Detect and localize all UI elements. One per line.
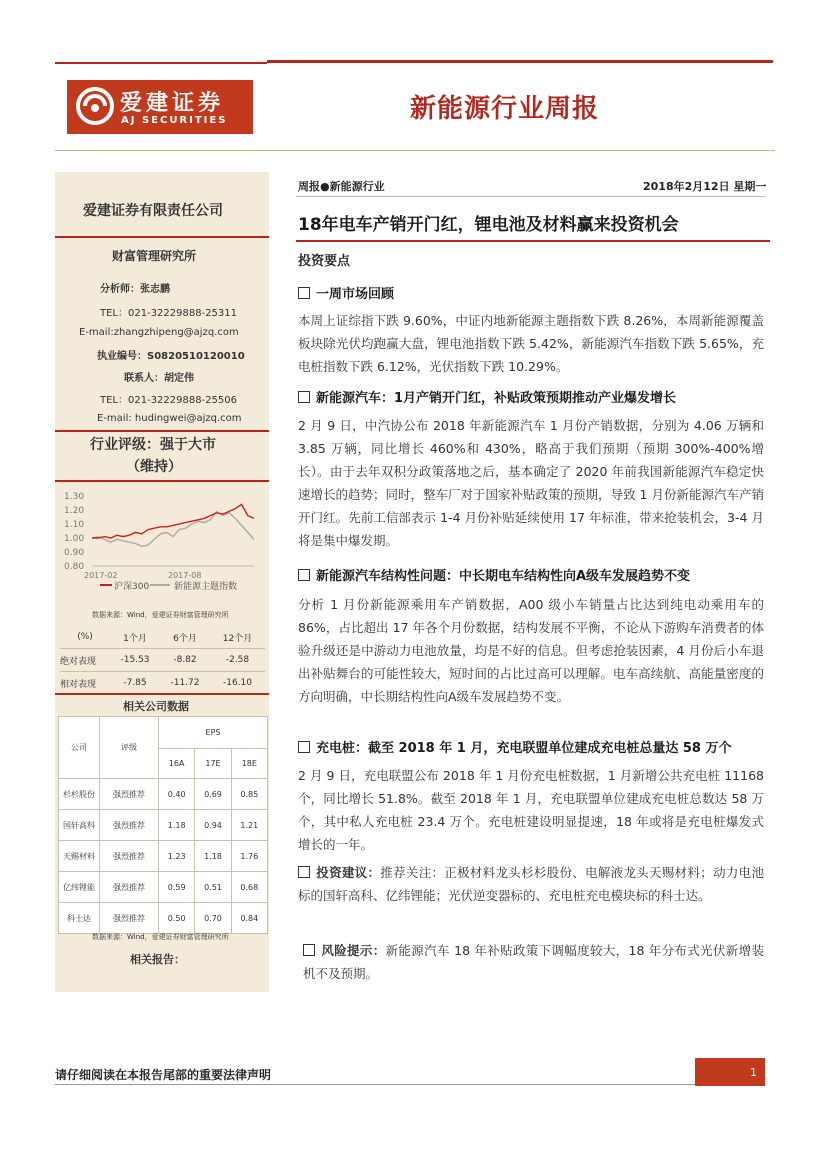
table-header: EPS bbox=[159, 717, 268, 749]
legend-new-energy: 新能源主题指数 bbox=[174, 582, 238, 592]
table-cell: 亿纬锂能 bbox=[59, 872, 100, 903]
series-line bbox=[92, 504, 254, 538]
contact-name: 联系人：胡定伟 bbox=[124, 373, 194, 384]
x-tick-label: 2017-02 bbox=[84, 571, 118, 580]
table-cell: -11.72 bbox=[170, 678, 200, 688]
sidebar-rule bbox=[55, 693, 269, 695]
table-cell: 1.76 bbox=[231, 841, 267, 872]
table-row bbox=[59, 841, 268, 872]
table-cell: 0.50 bbox=[159, 903, 195, 934]
heading-text: 新能源汽车：1月产销开门红，补贴政策预期推动产业爆发增长 bbox=[316, 391, 677, 406]
title-divider bbox=[296, 196, 766, 197]
table-header: (%) bbox=[77, 632, 93, 642]
recommend-label: 投资建议： bbox=[316, 865, 381, 880]
legal-notice: 请仔细阅读在本报告尾部的重要法律声明 bbox=[55, 1068, 272, 1082]
report-title: 18年电车产销开门红，锂电池及材料赢来投资机会 bbox=[298, 215, 679, 235]
table-cell: 强烈推荐 bbox=[100, 779, 159, 810]
sidebar-rule bbox=[55, 430, 269, 432]
table-cell: -8.82 bbox=[173, 655, 197, 665]
report-date: 2018年2月12日 星期一 bbox=[643, 180, 767, 193]
footer-rule bbox=[55, 1084, 695, 1085]
table-cell: 1.21 bbox=[231, 810, 267, 841]
company-table bbox=[58, 716, 268, 934]
heading-nev-structure bbox=[298, 565, 690, 584]
report-tag: 周报●新能源行业 bbox=[298, 180, 385, 193]
analyst-tel: TEL：021-32229888-25311 bbox=[100, 308, 238, 319]
recommend-text: 推荐关注：正极材料龙头杉杉股份、电解液龙头天赐材料；动力电池标的国轩高科、亿纬锂能；光伏逆变器标的、充电桩充电模块标的科士达。 bbox=[298, 865, 764, 903]
paragraph-nev-structure: 分析 1 月份新能源乘用车产销数据，A00 级小车销量占比达到纯电动乘用车的 86%，占比超出 17 年各个月份数据，结构发展不平衡，不论从下游购车消费者的体验升级还是中游动力电池放量，均是不好的信息。但考虑抢装因素，4 月份后小车退出补贴舞台的可能性较大，短时间的占比过高可以理解。电车高续航、高能量密度的方向明确，中长期结构性向A级车发展趋势不变。 bbox=[298, 597, 764, 704]
table-cell: 强烈推荐 bbox=[100, 903, 159, 934]
paragraph-market-review: 本周上证综指下跌 9.60%，中证内地新能源主题指数下跌 8.26%，本周新能源覆盖板块除光伏均跑赢大盘，锂电池指数下跌 5.42%，新能源汽车指数下跌 5.65%，充电桩指数下跌 6.12%，光伏指数下跌 10.29%。 bbox=[298, 313, 764, 374]
paragraph-charging: 2 月 9 日，充电联盟公布 2018 年 1 月份充电桩数据，1 月新增公共充电桩 11168 个，同比增长 51.8%。截至 2018 年 1 月，充电联盟单位建成充电桩总数达 58 万个，其中私人充电桩 23.4 万个。充电桩建设明显提速，18 年或将是充电桩爆发式增长的一年。 bbox=[298, 768, 764, 852]
page-number: 1 bbox=[695, 1058, 765, 1086]
heading-nev-sales bbox=[298, 387, 676, 406]
table-cell: 0.40 bbox=[159, 779, 195, 810]
header-rule bbox=[267, 60, 773, 63]
y-tick-label: 1.10 bbox=[64, 520, 85, 530]
header-divider bbox=[55, 150, 775, 151]
table-cell: 天赐材料 bbox=[59, 841, 100, 872]
table-cell: 绝对表现 bbox=[60, 656, 97, 667]
heading-text: 一周市场回顾 bbox=[316, 287, 395, 302]
table-cell: 强烈推荐 bbox=[100, 841, 159, 872]
contact-email[interactable]: E-mail: hudingwei@ajzq.com bbox=[97, 413, 242, 424]
y-tick-label: 0.80 bbox=[64, 562, 85, 572]
table-cell: 0.94 bbox=[195, 810, 231, 841]
table-cell: 科士达 bbox=[59, 903, 100, 934]
table-cell: 0.69 bbox=[195, 779, 231, 810]
table-cell: 1.18 bbox=[195, 841, 231, 872]
table-row bbox=[59, 903, 268, 934]
checkbox-icon bbox=[298, 741, 310, 753]
table-cell: 1.23 bbox=[159, 841, 195, 872]
x-tick-label: 2017-08 bbox=[168, 571, 202, 580]
table-row bbox=[60, 672, 265, 695]
risk-text: 新能源汽车 18 年补贴政策下调幅度较大，18 年分布式光伏新增装机不及预期。 bbox=[303, 943, 764, 981]
table-cell: 0.51 bbox=[195, 872, 231, 903]
chart-legend bbox=[100, 578, 270, 592]
table-header: 评级 bbox=[100, 717, 159, 779]
table-cell: 强烈推荐 bbox=[100, 810, 159, 841]
table-cell: 国轩高科 bbox=[59, 810, 100, 841]
paragraph-risk bbox=[303, 939, 764, 985]
company-data-title: 相关公司数据 bbox=[123, 700, 189, 713]
checkbox-icon bbox=[298, 391, 310, 403]
title-rule bbox=[296, 240, 770, 242]
table-cell: -2.58 bbox=[225, 655, 250, 665]
heading-charging bbox=[298, 737, 731, 756]
chart-source: 数据来源：Wind，爱建证券财富管理研究所 bbox=[92, 611, 229, 619]
institute-name: 财富管理研究所 bbox=[112, 249, 197, 263]
performance-table bbox=[60, 626, 265, 694]
table-cell: 杉杉股份 bbox=[59, 779, 100, 810]
analyst-name: 分析师：张志鹏 bbox=[100, 284, 170, 295]
brand-name-cn: 爱建证券 bbox=[120, 90, 225, 116]
y-tick-label: 1.00 bbox=[64, 534, 85, 544]
y-tick-label: 0.90 bbox=[64, 548, 85, 558]
table-header: 18E bbox=[231, 749, 267, 779]
table-cell: -16.10 bbox=[222, 678, 252, 688]
table-cell: 0.59 bbox=[159, 872, 195, 903]
table-cell: 0.85 bbox=[231, 779, 267, 810]
heading-market-review bbox=[298, 283, 394, 302]
table-header: 公司 bbox=[59, 717, 100, 779]
checkbox-icon bbox=[298, 866, 310, 878]
logo-mark-icon bbox=[75, 86, 115, 126]
y-tick-label: 1.30 bbox=[64, 492, 85, 502]
paragraph-nev-sales: 2 月 9 日，中汽协公布 2018 年新能源汽车 1 月份产销数据，分别为 4.06 万辆和 3.85 万辆，同比增长 460%和 430%，略高于我们预期（预期 300%-400%增长）。由于去年双积分政策落地之后，基本确定了 2020 年前我国新能源汽车稳定快速增长的趋势；同时，整车厂对于国家补贴政策的预期，导致 1 月份新能源汽车产销开门红。先前工信部表示 1-4 月份补贴延续使用 17 年标准，带来抢装机会，3-4 月将是集中爆发期。 bbox=[298, 418, 764, 548]
checkbox-icon bbox=[303, 944, 315, 956]
related-reports-label: 相关报告： bbox=[130, 953, 185, 966]
table-row bbox=[60, 626, 265, 649]
table-cell: 相对表现 bbox=[60, 679, 97, 690]
paragraph-recommend bbox=[298, 861, 764, 907]
y-tick-label: 1.20 bbox=[64, 506, 85, 516]
table-cell: -15.53 bbox=[120, 655, 150, 665]
table-header: 16A bbox=[159, 749, 195, 779]
analyst-email[interactable]: E-mail:zhangzhipeng@ajzq.com bbox=[79, 327, 239, 338]
section-label: 投资要点 bbox=[298, 254, 351, 269]
table-header: 6个月 bbox=[173, 633, 197, 644]
series-line bbox=[92, 511, 254, 546]
table-row bbox=[59, 717, 268, 749]
table-row bbox=[59, 872, 268, 903]
table-source: 数据来源：Wind，爱建证券财富管理研究所 bbox=[92, 933, 229, 941]
table-row bbox=[59, 810, 268, 841]
table-cell: 1.18 bbox=[159, 810, 195, 841]
table-row bbox=[59, 779, 268, 810]
contact-tel: TEL：021-32229888-25506 bbox=[100, 395, 238, 406]
sidebar-rule bbox=[55, 480, 269, 482]
table-cell: -7.85 bbox=[123, 678, 147, 688]
cert-number: 执业编号：S0820510120010 bbox=[97, 351, 245, 362]
table-header: 12个月 bbox=[222, 633, 253, 644]
table-cell: 0.68 bbox=[231, 872, 267, 903]
table-cell: 0.84 bbox=[231, 903, 267, 934]
checkbox-icon bbox=[298, 569, 310, 581]
table-row bbox=[60, 649, 265, 672]
table-header: 17E bbox=[195, 749, 231, 779]
sidebar-rule bbox=[55, 236, 269, 238]
brand-name-en: AJ SECURITIES bbox=[121, 115, 228, 126]
heading-text: 新能源汽车结构性问题：中长期电车结构性向A级车发展趋势不变 bbox=[316, 569, 691, 584]
table-cell: 0.70 bbox=[195, 903, 231, 934]
checkbox-icon bbox=[298, 287, 310, 299]
company-name: 爱建证券有限责任公司 bbox=[83, 203, 223, 219]
table-header: 1个月 bbox=[123, 633, 147, 644]
rating-status: （维持） bbox=[126, 459, 182, 475]
report-type-title: 新能源行业周报 bbox=[410, 94, 600, 124]
heading-text: 充电桩：截至 2018 年 1 月，充电联盟单位建成充电桩总量达 58 万个 bbox=[316, 741, 732, 756]
legend-hs300: 沪深300 bbox=[114, 582, 150, 592]
industry-rating: 行业评级：强于大市 bbox=[90, 437, 216, 453]
table-cell: 强烈推荐 bbox=[100, 872, 159, 903]
risk-label: 风险提示： bbox=[321, 943, 386, 958]
